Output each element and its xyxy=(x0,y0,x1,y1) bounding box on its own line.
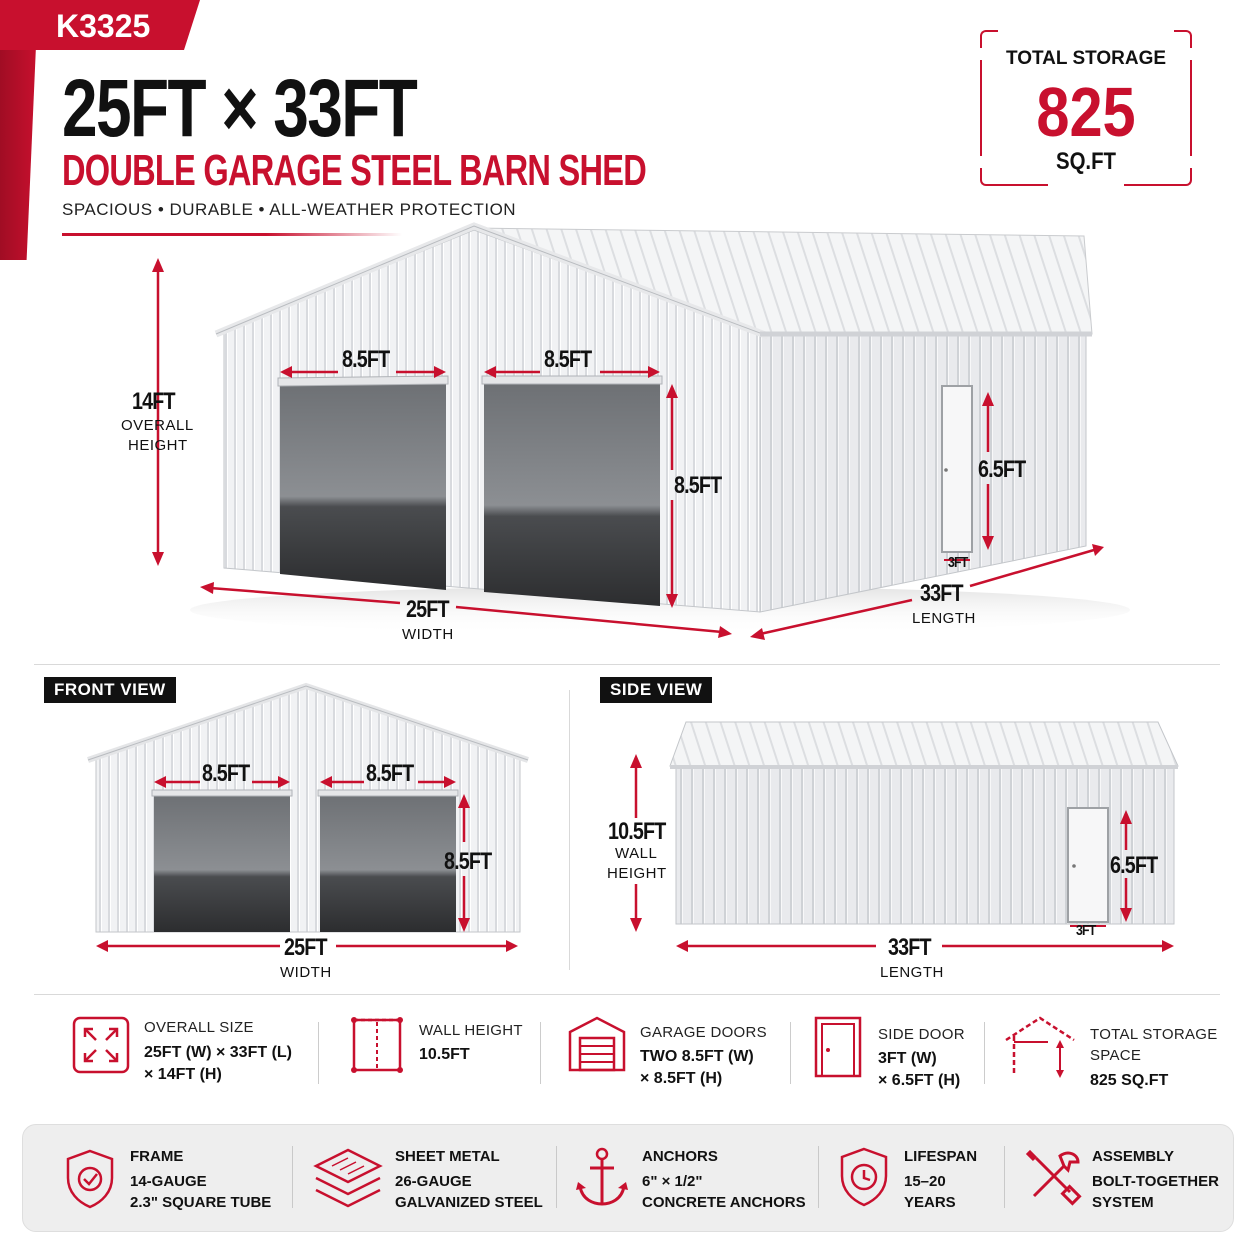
shield-clock-icon xyxy=(838,1146,890,1208)
main-door-width-left: 8.5FT xyxy=(342,346,390,373)
tagline: SPACIOUS • DURABLE • ALL-WEATHER PROTECTION xyxy=(62,200,517,219)
feature-line2: YEARS xyxy=(904,1194,956,1211)
section-divider xyxy=(34,994,1220,995)
overall-height-value: 14FT xyxy=(132,388,175,415)
feature-line2: 2.3" SQUARE TUBE xyxy=(130,1194,272,1211)
main-door-width-right: 8.5FT xyxy=(544,346,592,373)
spec-line2: × 8.5FT (H) xyxy=(640,1070,723,1087)
shield-check-icon xyxy=(64,1148,116,1210)
section-divider xyxy=(34,664,1220,665)
feature-line1: 14-GAUGE xyxy=(130,1173,207,1190)
main-length-label: LENGTH xyxy=(912,610,976,627)
feature-line2: SYSTEM xyxy=(1092,1194,1154,1211)
expand-arrows-icon xyxy=(72,1016,130,1074)
spec-title: SIDE DOOR xyxy=(878,1026,965,1043)
spec-line2: × 14FT (H) xyxy=(144,1066,222,1083)
side-door-width: 3FT xyxy=(1076,922,1096,939)
spec-line1: TWO 8.5FT (W) xyxy=(640,1048,754,1065)
spec-line1: 25FT (W) × 33FT (L) xyxy=(144,1044,292,1061)
feature-line2: CONCRETE ANCHORS xyxy=(642,1194,806,1211)
feature-title: SHEET METAL xyxy=(395,1148,500,1165)
anchor-icon xyxy=(574,1146,630,1210)
feature-title: ASSEMBLY xyxy=(1092,1148,1174,1165)
subheadline: DOUBLE GARAGE STEEL BARN SHED xyxy=(62,146,646,195)
main-side-door-height: 6.5FT xyxy=(978,456,1026,483)
spec-line2: 825 SQ.FT xyxy=(1090,1072,1169,1089)
feature-title: FRAME xyxy=(130,1148,184,1165)
main-length-value: 33FT xyxy=(920,580,963,607)
overall-height-label-1: OVERALL xyxy=(121,417,194,434)
front-door-width-left: 8.5FT xyxy=(202,760,250,787)
side-length-value: 33FT xyxy=(888,934,931,961)
side-wall-height-label-2: HEIGHT xyxy=(607,865,667,882)
wall-height-frame-icon xyxy=(346,1014,408,1076)
side-door-icon xyxy=(812,1014,864,1078)
main-side-door-width: 3FT xyxy=(948,554,968,571)
side-view-tag: SIDE VIEW xyxy=(600,677,712,703)
spec-line1: 10.5FT xyxy=(419,1046,470,1063)
spec-line1: 3FT (W) xyxy=(878,1050,937,1067)
main-width-label: WIDTH xyxy=(402,626,454,643)
spec-title: WALL HEIGHT xyxy=(419,1022,523,1039)
feature-line1: 26-GAUGE xyxy=(395,1173,472,1190)
front-view-tag: FRONT VIEW xyxy=(44,677,176,703)
spec-title: GARAGE DOORS xyxy=(640,1024,767,1041)
side-wall-height-label-1: WALL xyxy=(615,845,658,862)
garage-door-icon xyxy=(566,1014,628,1074)
storage-value: 825 xyxy=(1036,73,1136,151)
main-width-value: 25FT xyxy=(406,596,449,623)
headline: 25FT × 33FT xyxy=(62,63,417,154)
feature-line2: GALVANIZED STEEL xyxy=(395,1194,543,1211)
model-number: K3325 xyxy=(56,8,151,44)
tools-icon xyxy=(1024,1148,1082,1206)
storage-unit: SQ.FT xyxy=(1055,148,1117,175)
main-door-height: 8.5FT xyxy=(674,472,722,499)
house-height-icon xyxy=(1002,1012,1078,1080)
feature-line1: BOLT-TOGETHER xyxy=(1092,1173,1219,1190)
overall-height-label-2: HEIGHT xyxy=(128,437,188,454)
spec-title: TOTAL STORAGE xyxy=(1090,1026,1218,1043)
storage-label: TOTAL STORAGE xyxy=(1005,48,1167,69)
feature-line1: 15–20 xyxy=(904,1173,946,1190)
feature-line1: 6" × 1/2" xyxy=(642,1173,703,1190)
side-wall-height-value: 10.5FT xyxy=(608,818,666,845)
layers-icon xyxy=(312,1146,384,1212)
spec-title: OVERALL SIZE xyxy=(144,1019,254,1036)
spec-line2: × 6.5FT (H) xyxy=(878,1072,961,1089)
feature-title: ANCHORS xyxy=(642,1148,718,1165)
spec-line1: SPACE xyxy=(1090,1047,1142,1064)
front-door-height: 8.5FT xyxy=(444,848,492,875)
side-length-label: LENGTH xyxy=(880,964,944,981)
front-width-value: 25FT xyxy=(284,934,327,961)
side-door-height: 6.5FT xyxy=(1110,852,1158,879)
front-door-width-right: 8.5FT xyxy=(366,760,414,787)
front-width-label: WIDTH xyxy=(280,964,332,981)
feature-title: LIFESPAN xyxy=(904,1148,978,1165)
